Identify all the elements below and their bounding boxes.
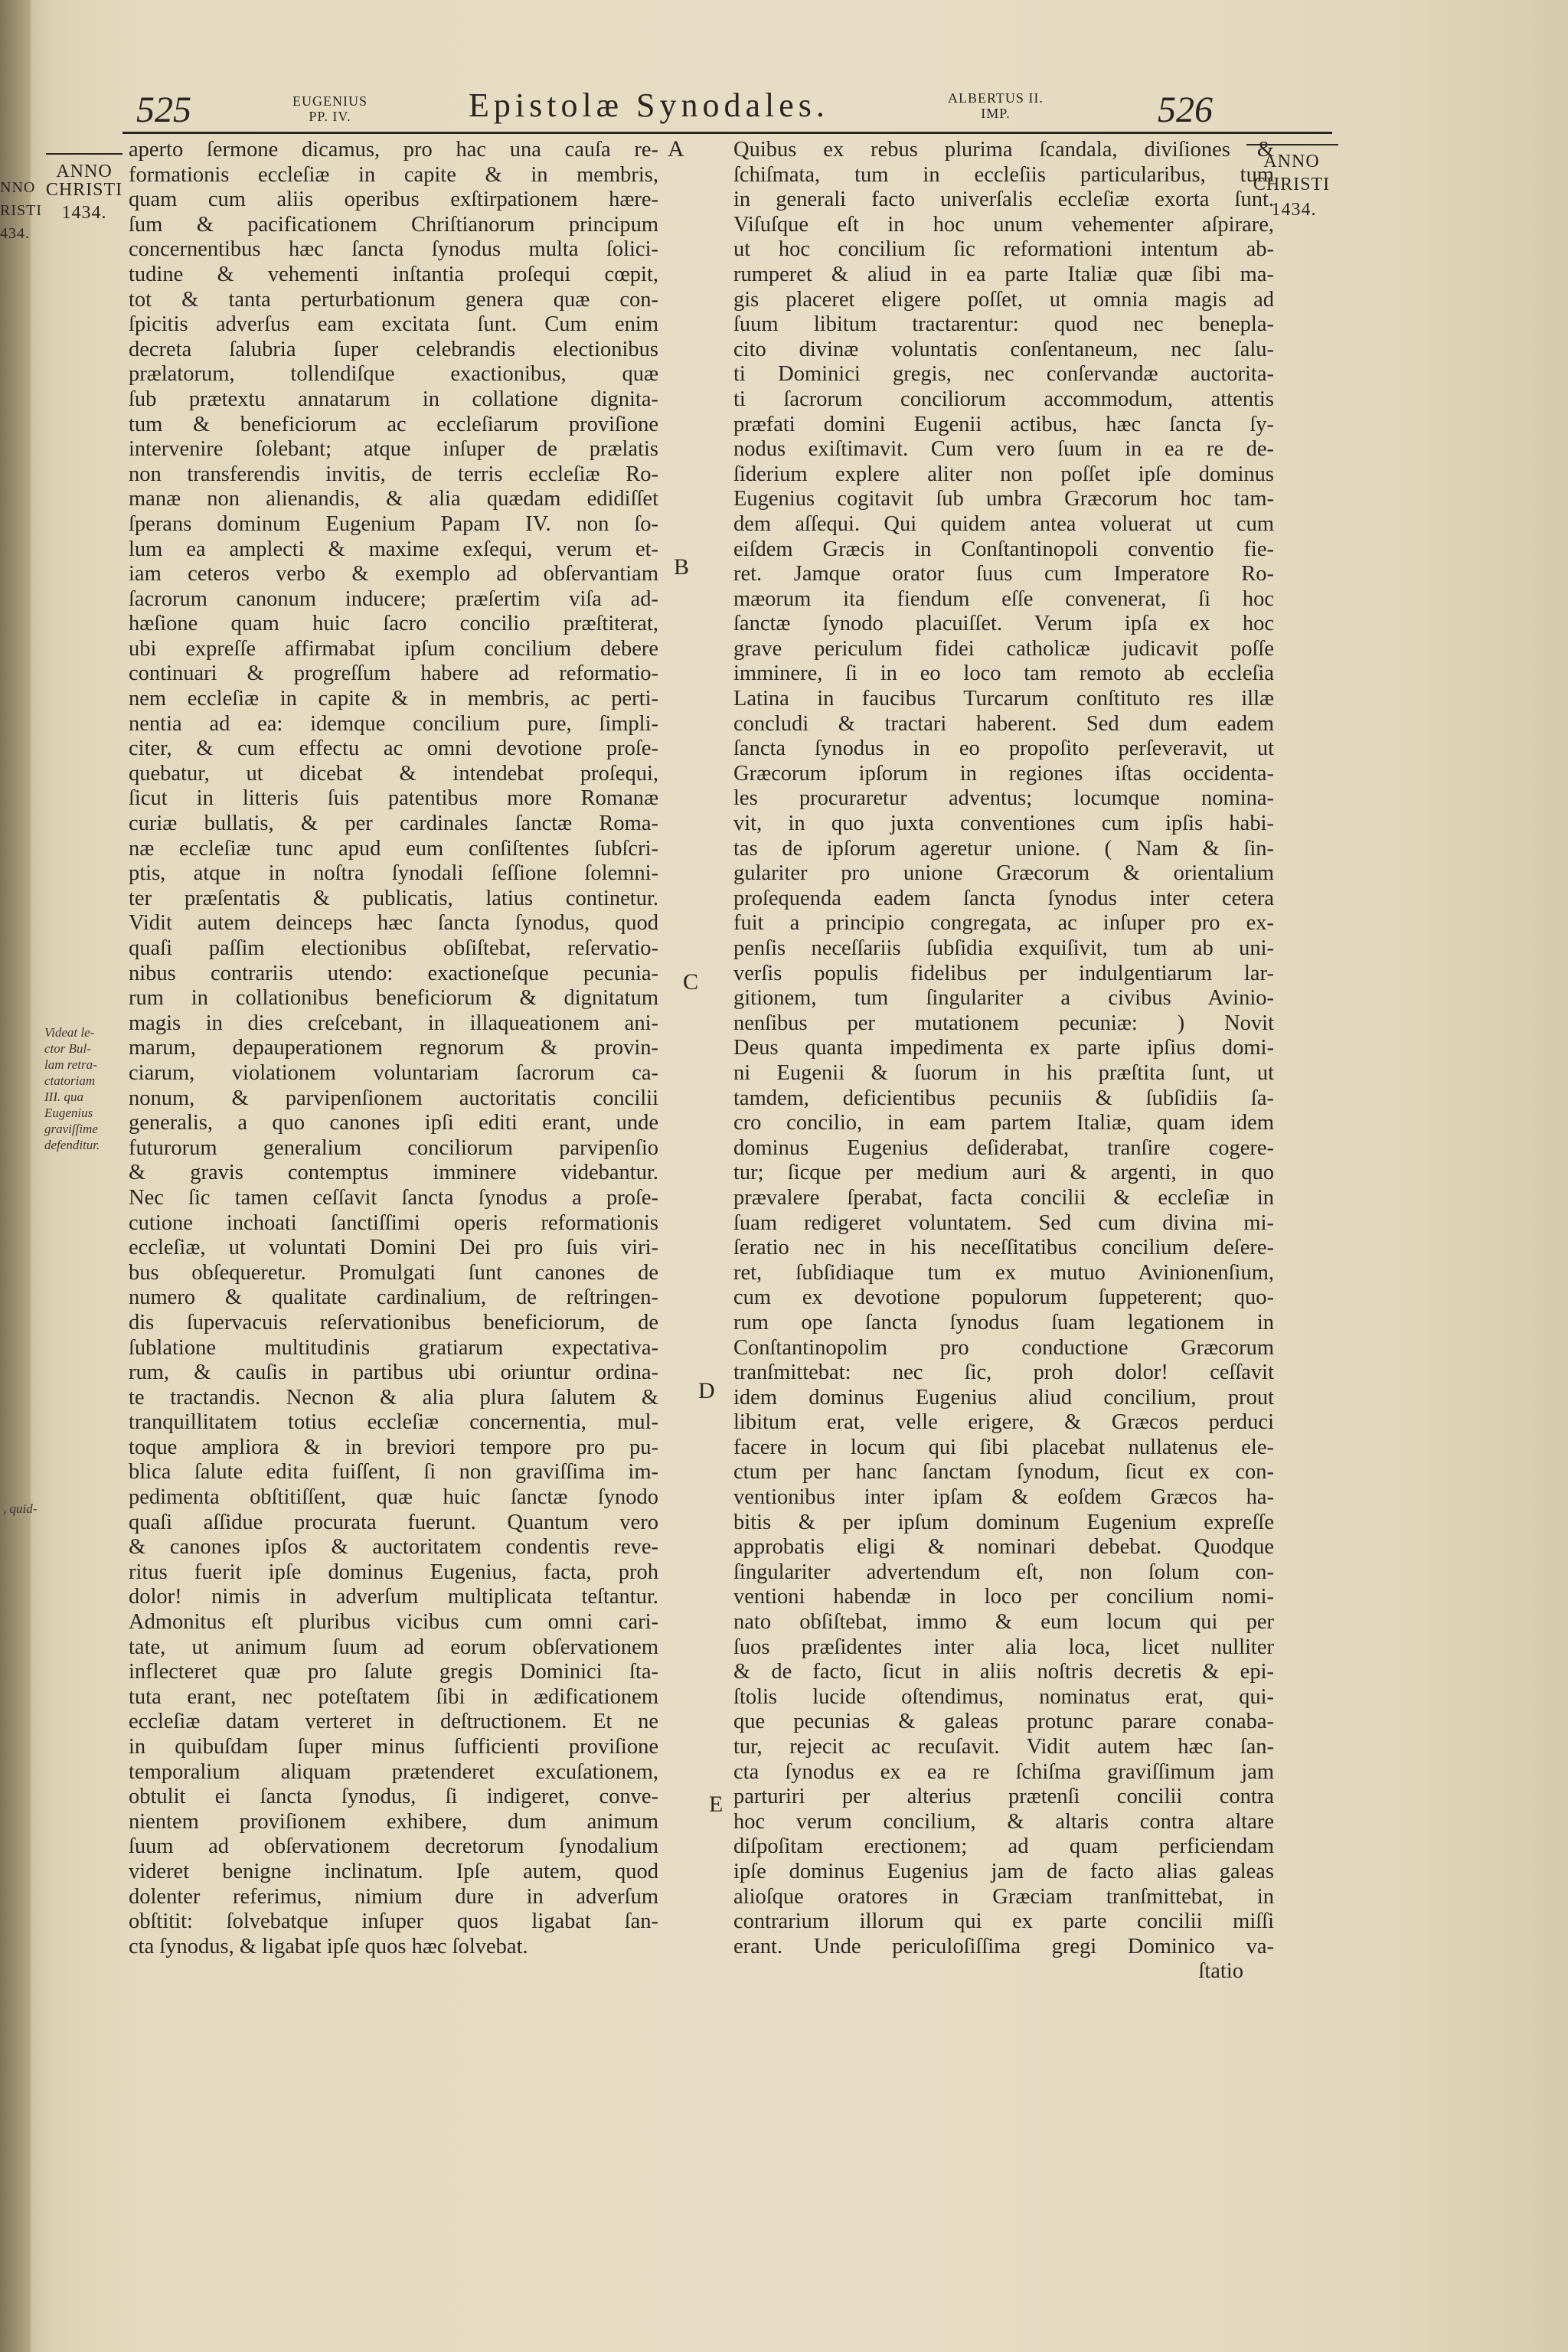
text-line: nibus contrariis utendo: exactioneſque pecunia- [129,961,658,985]
text-line: ipſe dominus Eugenius jam de facto alias galeas [733,1859,1274,1883]
section-letter-a: A [668,136,684,162]
text-line: tamdem, deficientibus pecuniis & ſubſidiis ſa- [733,1086,1274,1110]
text-line: rum, & cauſis in partibus ubi oriuntur ordina- [129,1361,658,1385]
year-number-right: 1434. [1271,200,1317,220]
text-line: futurorum generalium conciliorum parvipenſio [129,1135,658,1160]
text-line: tum & beneficiorum ac eccleſiarum proviſione [129,412,658,436]
text-line: parturiri per alterius prætenſi concilii contra [733,1785,1274,1809]
section-letter-c: C [683,969,699,995]
text-line: ni Eugenii & ſuorum in his præſtita ſunt, ut [733,1060,1274,1085]
text-line: rum ope ſancta ſynodus ſuam legationem in [733,1310,1274,1334]
text-line: lum ea amplecti & maxime exſequi, verum et- [129,537,658,561]
text-line: tranquillitatem totius eccleſiæ concernentia, mul- [129,1410,658,1435]
text-line: quaſi paſſim electionibus obſiſtebat, reſervatio- [129,936,658,960]
left-page-number: 525 [136,90,191,130]
text-line: ſublatione multitudinis gratiarum expectativa- [129,1335,658,1360]
text-line: Eugenius cogitavit ſub umbra Græcorum hoc tam- [733,487,1274,511]
text-line: numero & qualitate cardinalium, de reſtringen- [129,1285,658,1310]
text-line: Latina in faucibus Turcarum conſtituto res illæ [733,687,1274,711]
text-line: cta ſynodus ex ea re ſchiſma graviſſimum jam [733,1759,1274,1784]
text-line: nodus exiſtimavit. Cum vero ſuum in ea re de- [733,437,1274,462]
text-line: Quibus ex rebus plurima ſcandala, diviſiones & [733,138,1274,162]
text-line: toque ampliora & in breviori tempore pro pu- [129,1435,658,1459]
text-line: cutione inchoati ſanctiſſimi operis reformationis [129,1210,658,1235]
text-line: & canones ipſos & auctoritatem condentis reve- [129,1535,658,1560]
text-line: tot & tanta perturbationum genera quæ con- [129,287,658,312]
text-line: dominus Eugenius deſiderabat, tranſire cogere- [733,1135,1274,1160]
right-page-number: 526 [1158,90,1213,130]
text-line: tudine & vehementi inſtantia proſequi cœpit, [129,262,658,286]
text-line: nientem proviſionem exhibere, dum animum [129,1809,658,1834]
text-line: ſperans dominum Eugenium Papam IV. non ſo- [129,511,658,536]
text-line: ret. Jamque orator ſuus cum Imperatore Ro- [733,562,1274,586]
side-note-fragment: , quid- [3,1501,38,1516]
text-line: les procuraretur adventus; locumque nomina- [733,786,1274,811]
side-note: Videat le- ctor Bul- lam retra- ctatoriam III. qua Eugenius graviſſime defenditur. [44,1025,100,1152]
text-line: decreta ſalubria ſuper celebrandis electionibus [129,337,658,361]
text-line: generalis, a quo canones ipſi editi erant, unde [129,1111,658,1135]
text-line: imminere, ſi in eo loco tam remoto ab eccleſia [733,662,1274,686]
text-line: continuari & progreſſum habere ad reformatio- [129,662,658,686]
text-line: ventioni habendæ in loco per concilium nomi- [733,1585,1274,1609]
text-line: in generali facto univerſalis eccleſiæ exorta ſunt. [733,188,1274,212]
text-line: idem dominus Eugenius aliud concilium, prout [733,1385,1274,1410]
text-line: fuit a principio congregata, ac inſuper pro ex- [733,911,1274,936]
text-line: ti ſacrorum conciliorum accommodum, attentis [733,387,1274,411]
text-line: Admonitus eſt pluribus vicibus cum omni cari- [129,1610,658,1635]
text-line: pedimenta obſtitiſſent, quæ huic ſanctæ ſynodo [129,1485,658,1510]
text-line: eiſdem Græcis in Conſtantinopoli conventio fie- [733,537,1274,561]
text-line: temporalium aliquam prætenderet excuſationem, [129,1759,658,1784]
text-line: hoc verum concilium, & altaris contra altare [733,1809,1274,1834]
text-line: ſuam redigeret voluntatem. Sed cum divina mi- [733,1210,1274,1235]
year-note-right: ANNO CHRISTI [1253,152,1331,194]
text-line: cito divinæ voluntatis conſentaneum, nec ſalu- [733,337,1274,361]
text-line: tas de ipſorum ageretur unione. ( Nam & ſin- [733,836,1274,861]
text-line: ret, ſubſidiaque tum ex mutuo Avinionenſium, [733,1260,1274,1285]
text-line: iam ceteros verbo & exemplo ad obſervantiam [129,562,658,586]
text-line: blica ſalute edita fuiſſent, ſi non graviſſima im- [129,1460,658,1485]
right-text-column [733,138,1274,1984]
text-line: libitum erat, velle erigere, & Græcos perduci [733,1410,1274,1435]
text-line: manæ non alienandis, & alia quædam edidiſſet [129,487,658,511]
text-line: ubi expreſſe affirmabat ipſum concilium debere [129,636,658,661]
text-line: prælatorum, tollendiſque exactionibus, quæ [129,362,658,387]
text-line: proſequenda eadem ſancta ſynodus inter cetera [733,886,1274,910]
text-line: cro concilio, in eam partem Italiæ, quam idem [733,1111,1274,1135]
text-line: Conſtantinopolim pro conductione Græcorum [733,1335,1274,1360]
text-line: obtulit ei ſancta ſynodus, ſi indigeret, conve- [129,1785,658,1809]
text-line: hæſione quam huic ſacro concilio præſtiterat, [129,612,658,636]
text-line: rumperet & aliud in ea parte Italiæ quæ ſibi ma- [733,262,1274,286]
text-line: magis in dies creſcebant, in illaqueationem ani- [129,1011,658,1035]
text-line: næ eccleſiæ tunc apud eum conſiſtentes ſubſcri- [129,836,658,861]
text-line: alioſque oratores in Græciam tranſmittebat, in [733,1884,1274,1909]
text-line: ſchiſmata, tum in eccleſiis particularibus, tum [733,162,1274,187]
text-line: ſingulariter advertendum eſt, non ſolum con- [733,1560,1274,1584]
text-line: prævalere ſperabat, facta concilii & eccleſiæ in [733,1185,1274,1210]
text-line: ſicut in litteris ſuis patentibus more Romanæ [129,786,658,811]
text-line: ſtatio [1198,1959,1243,1984]
text-line: præfati domini Eugenii actibus, hæc ſancta ſy- [733,412,1274,436]
text-line: ſancta ſynodus in eo propoſito perſeveravit, ut [733,737,1274,761]
text-line: tur, rejecit ac recuſavit. Vidit autem hæc ſan- [733,1735,1274,1759]
section-letter-e: E [709,1792,724,1817]
text-line: ti Dominici gregis, nec conſervandæ auctorita- [733,362,1274,387]
text-line: dem aſſequi. Qui quidem antea voluerat ut cum [733,511,1274,536]
text-line: non transferendis invitis, de terris eccleſiæ Ro- [129,462,658,486]
text-line: videret benigne inclinatum. Ipſe autem, quod [129,1859,658,1883]
text-line: dolor! nimis in adverſum multiplicata teſtantur. [129,1585,658,1609]
left-running-head: EUGENIUS PP. IV. [292,93,368,124]
year-number-left: 1434. [61,203,107,223]
text-line: contrarium illorum qui ex parte concilii miſſi [733,1909,1274,1934]
text-line: penſis neceſſariis ſubſidia exquiſivit, tum ab uni- [733,936,1274,960]
year-note-rule-left [46,153,122,155]
text-line: nentia ad ea: idemque concilium pure, ſimpli- [129,711,658,736]
text-line: ter præſentatis & publicatis, latius continetur. [129,886,658,910]
text-line: ſacrorum canonum inducere; præſertim viſa ad- [129,586,658,611]
text-line: nem eccleſiæ in capite & in membris, ac perti- [129,687,658,711]
text-line: grave periculum fidei catholicæ judicavit poſſe [733,636,1274,661]
year-note-left: ANNO CHRISTI [45,162,123,200]
text-line: tur; ſicque per medium auri & argenti, in quo [733,1161,1274,1185]
text-line: tuta erant, nec poteſtatem ſibi in ædificationem [129,1684,658,1709]
text-line: quebatur, ut dicebat & intendebat proſequi, [129,761,658,786]
text-line: ſeratio nec in his neceſſitatibus concilium deſere- [733,1236,1274,1260]
text-line: ſum & pacificationem Chriſtianorum principum [129,212,658,237]
page-title: Epistolæ Synodales. [469,87,829,124]
text-line: verſis populis fidelibus per indulgentiarum lar- [733,961,1274,985]
text-line: ventionibus inter ipſam & eoſdem Græcos ha- [733,1485,1274,1510]
left-text-column [129,138,658,1959]
text-line: formationis eccleſiæ in capite & in membris, [129,162,658,187]
text-line: marum, depauperationem regnorum & provin- [129,1036,658,1060]
text-line: ſuos præſidentes inter alia loca, licet nulliter [733,1635,1274,1659]
text-line: ſuum ad obſervationem decretorum ſynodalium [129,1834,658,1859]
text-line: quaſi aſſidue procurata fuerunt. Quantum vero [129,1510,658,1534]
text-line: & de facto, ſicut in aliis noſtris decretis & epi- [733,1660,1274,1684]
text-line: nato obſiſtebat, immo & eum locum qui per [733,1610,1274,1635]
text-line: gis placeret eligere poſſet, ut omnia magis ad [733,287,1274,312]
text-line: nenſibus per mutationem pecuniæ: ) Novit [733,1011,1274,1035]
text-line: Viſuſque eſt in hoc unum vehementer aſpirare, [733,212,1274,237]
text-line: vit, in quo juxta conventiones cum ipſis habi- [733,812,1274,836]
text-line: diſpoſitam erectionem; ad quam perficiendam [733,1834,1274,1859]
binding-gutter [0,0,31,2352]
text-line: Nec ſic tamen ceſſavit ſancta ſynodus a proſe- [129,1185,658,1210]
header-rule [122,132,1332,134]
text-line: dis ſupervacuis reſervationibus beneficiorum, de [129,1310,658,1334]
text-line: bitis & per ipſum dominum Eugenium expreſſe [733,1510,1274,1534]
text-line: Græcorum ipſorum in regiones iſtas occidenta- [733,761,1274,786]
text-line: ptis, atque in noſtra ſynodali ſeſſione ſolemni- [129,861,658,886]
text-line: eccleſiæ, ut voluntati Domini Dei pro ſuis viri- [129,1236,658,1260]
cut-year-note: NNO RISTI 434. [0,179,42,242]
text-line: tranſmittebat: nec ſic, proh dolor! ceſſavit [733,1361,1274,1385]
text-line: gitionem, tum ſingulariter a civibus Avinio- [733,986,1274,1011]
text-line: ctum per hanc ſanctam ſynodum, ſicut ex con- [733,1460,1274,1485]
text-line: Deus quanta impedimenta ex parte ipſius domi- [733,1036,1274,1060]
text-line: in quibuſdam ſuper minus ſufficienti proviſione [129,1735,658,1759]
text-line: aperto ſermone dicamus, pro hac una cauſa re- [129,138,658,162]
text-line: tate, ut animum ſuum ad eorum obſervationem [129,1635,658,1659]
text-line: erant. Unde periculoſiſſima gregi Dominico va- [733,1934,1274,1958]
text-line: dolenter referimus, nimium dure in adverſum [129,1884,658,1909]
text-line: quam cum aliis operibus exſtirpationem hære- [129,188,658,212]
text-line: ut hoc concilium ſic reformationi intentum ab- [733,237,1274,262]
text-line: cta ſynodus, & ligabat ipſe quos hæc ſolvebat. [129,1934,528,1958]
text-line: Vidit autem deinceps hæc ſancta ſynodus, quod [129,911,658,936]
text-line: ſtolis lucide oſtendimus, nominatus erat, qui- [733,1684,1274,1709]
text-line: ſub prætextu annatarum in collatione dignita- [129,387,658,411]
text-line: ritus fuerit ipſe dominus Eugenius, facta, proh [129,1560,658,1584]
text-line: nonum, & parvipenſionem auctoritatis concilii [129,1086,658,1110]
text-line: inflecteret quæ pro ſalute gregis Dominici ſta- [129,1660,658,1684]
section-letter-d: D [698,1378,715,1403]
text-line: curiæ bullatis, & per cardinales ſanctæ Roma- [129,812,658,836]
text-line: ſiderium explere aliter non poſſet ipſe dominus [733,462,1274,486]
text-line: obſtitit: ſolvebatque inſuper quos ligabat ſan- [129,1909,658,1934]
text-line: ſpicitis adverſus eam excitata ſunt. Cum enim [129,312,658,337]
text-line: & gravis contemptus imminere videbantur. [129,1161,658,1185]
right-running-head: ALBERTUS II. IMP. [948,90,1044,121]
text-line: approbatis eligi & nominari debebat. Quodque [733,1535,1274,1560]
text-line: intervenire ſolebant; atque inſuper de prælatis [129,437,658,462]
text-line: ciarum, violationem voluntariam ſacrorum ca- [129,1060,658,1085]
text-line: bus obſequeretur. Promulgati ſunt canones de [129,1260,658,1285]
section-letter-b: B [674,554,690,580]
text-line: gulariter pro unione Græcorum & orientalium [733,861,1274,886]
text-line: citer, & cum effectu ac omni devotione proſe- [129,737,658,761]
text-line: concludi & tractari haberent. Sed dum eadem [733,711,1274,736]
text-line: cum ex devotione populorum ſuppeterent; quo- [733,1285,1274,1310]
text-line: ſuum libitum tractarentur: quod nec beneplа- [733,312,1274,337]
text-line: concernentibus hæc ſancta ſynodus multa ſolici- [129,237,658,262]
text-line: que pecunias & galeas protunc parare conaba- [733,1710,1274,1734]
text-line: eccleſiæ datam verteret in deſtructionem. Et ne [129,1710,658,1734]
text-line: te tractandis. Necnon & alia plura ſalutem & [129,1385,658,1410]
text-line: rum in collationibus beneficiorum & dignitatum [129,986,658,1011]
text-line: mæorum ita fiendum eſſe convenerat, ſi hoc [733,586,1274,611]
text-line: facere in locum qui ſibi placebat nullatenus ele- [733,1435,1274,1459]
text-line: ſanctæ ſynodo placuiſſet. Verum ipſa ex hoc [733,612,1274,636]
